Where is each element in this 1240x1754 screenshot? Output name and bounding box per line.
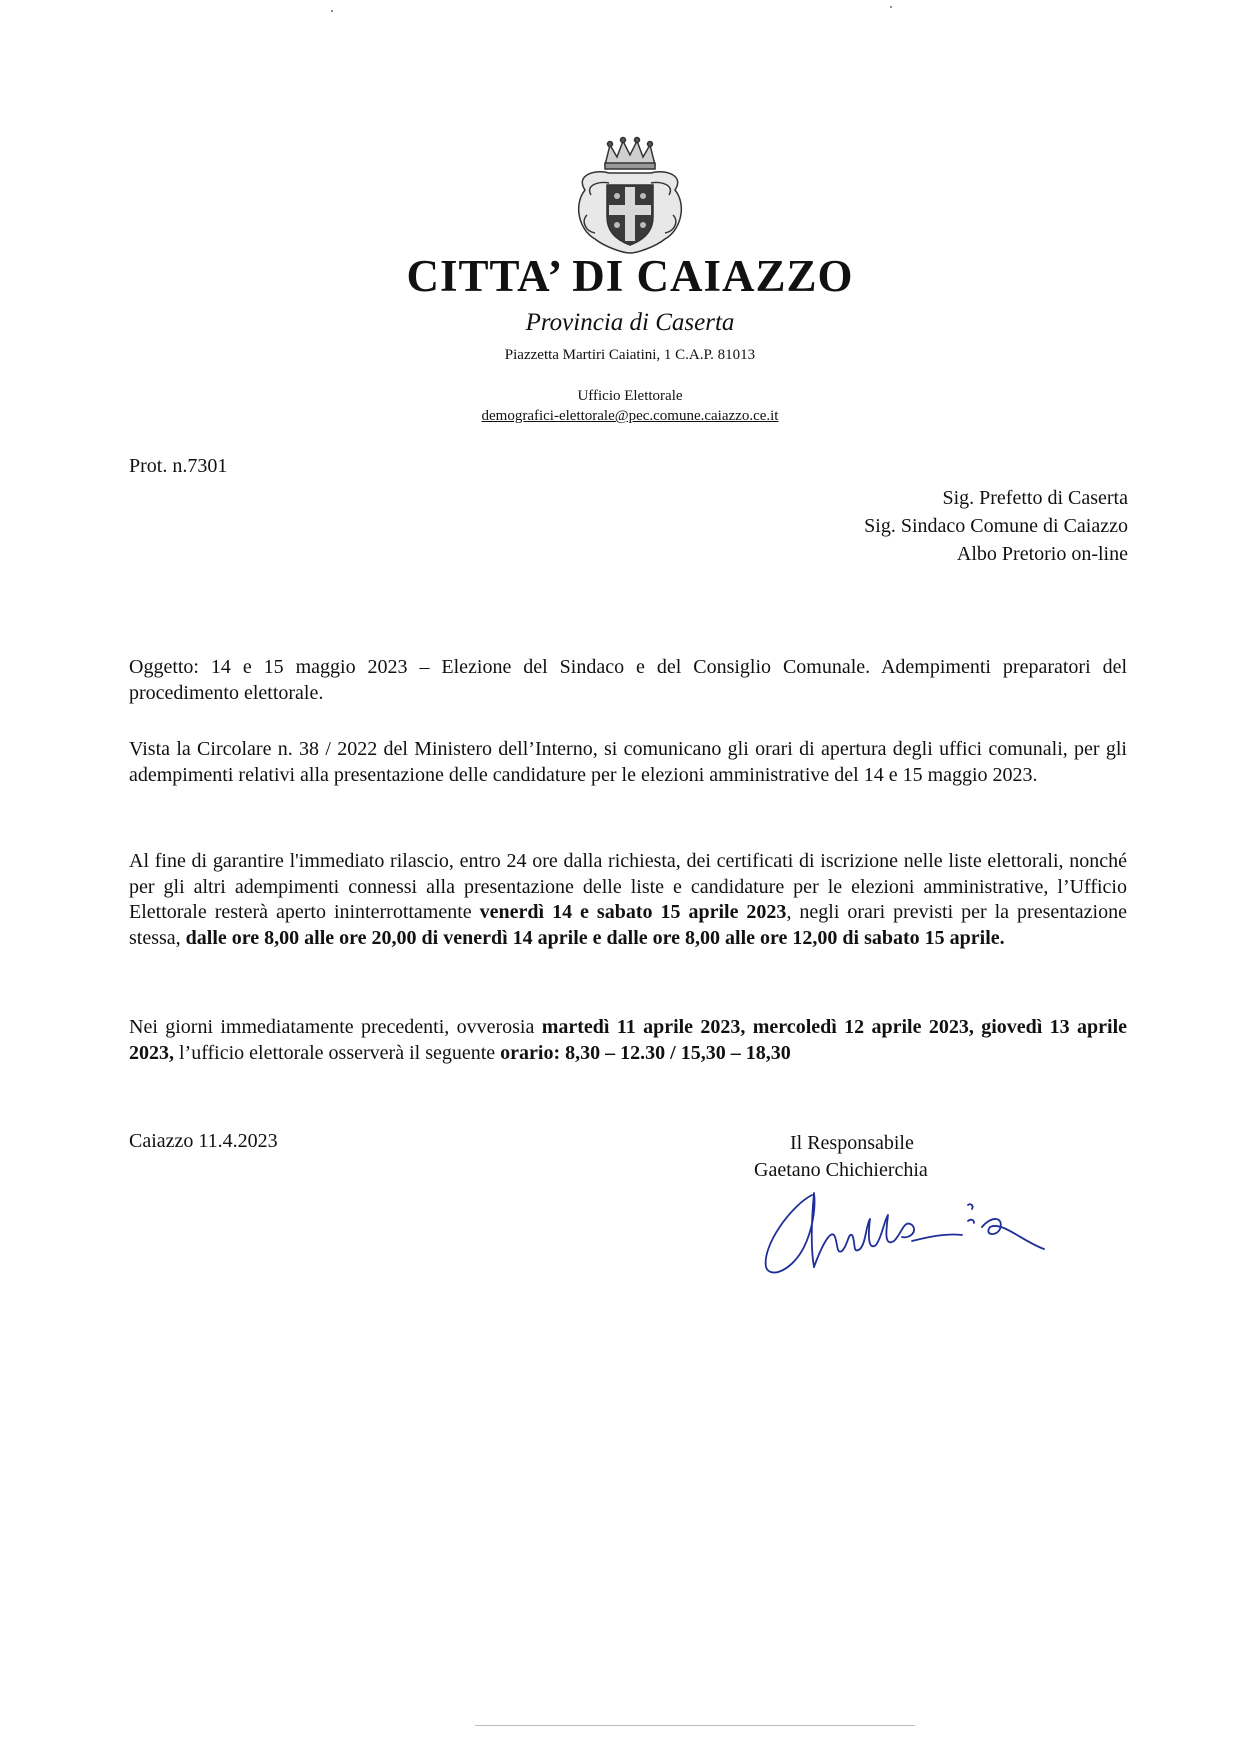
recipient-prefetto: Sig. Prefetto di Caserta [942, 487, 1128, 509]
subject-paragraph: Oggetto: 14 e 15 maggio 2023 – Elezione del Sindaco e del Consiglio Comunale. Adempimenti preparatori del procedimento elettorale. [129, 656, 1127, 704]
preceding-days-text-2: l’ufficio elettorale osserverà il seguente [174, 1041, 501, 1064]
office-hours-paragraph [129, 849, 1127, 951]
pec-email-link[interactable]: demografici-elettorale@pec.comune.caiazzo.ce.it [481, 408, 779, 424]
place-and-date: Caiazzo 11.4.2023 [129, 1130, 278, 1152]
office-hours-dates: venerdì 14 e sabato 15 aprile 2023 [479, 901, 787, 923]
province-name: Provincia di Caserta [525, 309, 735, 336]
address: Piazzetta Martiri Caiatini, 1 C.A.P. 81013 [504, 347, 756, 363]
preceding-days-text-1: Nei giorni immediatamente precedenti, ovverosia [129, 1016, 542, 1038]
scan-speck [890, 6, 892, 8]
office-hours-text-2: , negli orari previsti per la presentazione stessa, [129, 901, 1127, 949]
protocol-number: Prot. n.7301 [129, 455, 228, 477]
office-hours-times: dalle ore 8,00 alle ore 20,00 di venerdì 14 aprile e dalle ore 8,00 alle ore 12,00 di sabato 15 aprile. [185, 926, 1005, 949]
preceding-days-hours: orario: 8,30 – 12.30 / 15,30 – 18,30 [500, 1041, 791, 1064]
scan-speck [331, 10, 333, 12]
city-name: CITTA’ DI CAIAZZO [406, 251, 854, 301]
coat-of-arms-icon [565, 135, 695, 257]
recipient-sindaco: Sig. Sindaco Comune di Caiazzo [864, 515, 1128, 537]
office-name: Ufficio Elettorale [577, 388, 683, 404]
signatory-role: Il Responsabile [790, 1132, 914, 1154]
recipients-block [864, 484, 1128, 568]
preceding-days-dates: martedì 11 aprile 2023, mercoledì 12 aprile 2023, giovedì 13 aprile 2023, [129, 1016, 1127, 1064]
handwritten-signature [752, 1175, 1072, 1285]
recipient-albo: Albo Pretorio on-line [956, 543, 1128, 565]
signatory-name: Gaetano Chichierchia [754, 1159, 928, 1181]
scan-edge-line [475, 1725, 915, 1726]
office-hours-text-1: Al fine di garantire l'immediato rilascio, entro 24 ore dalla richiesta, dei certificati di iscrizione nelle liste elettorali, nonché per gli altri adempimenti connessi alla presentazione delle liste e candidature per le elezioni amministrative, l’Ufficio Elettorale resterà aperto ininterrottamente [129, 850, 1127, 923]
circolare-paragraph: Vista la Circolare n. 38 / 2022 del Ministero dell’Interno, si comunicano gli orari di apertura degli uffici comunali, per gli adempimenti relativi alla presentazione delle candidature per le elezioni amministrative del 14 e 15 maggio 2023. [129, 738, 1127, 786]
letterhead [0, 248, 1240, 426]
preceding-days-paragraph [129, 1015, 1127, 1066]
